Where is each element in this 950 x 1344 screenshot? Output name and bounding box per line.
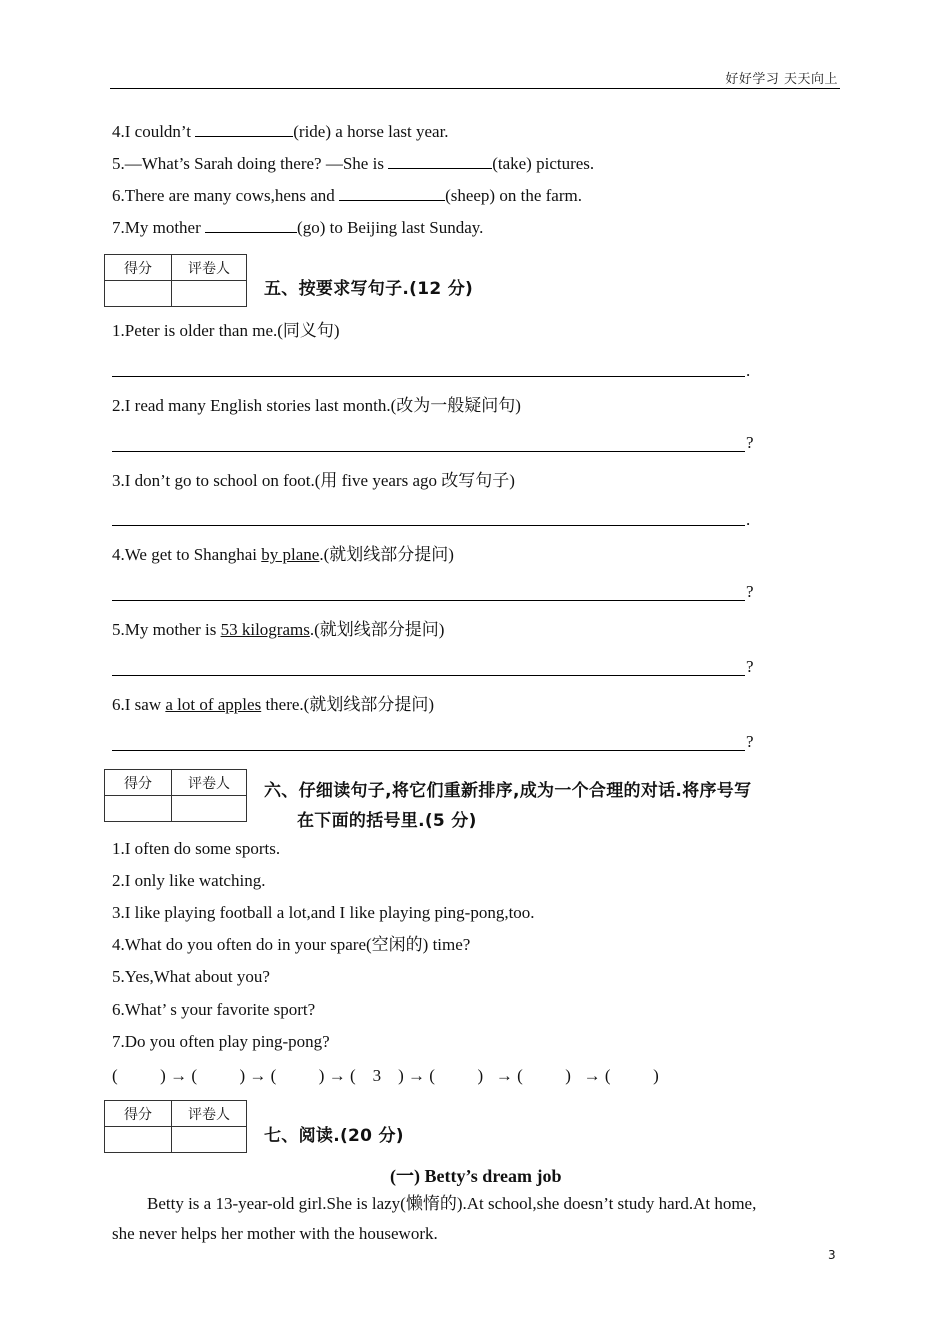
- score-cell[interactable]: [105, 796, 172, 822]
- answer-line[interactable]: [112, 675, 745, 676]
- rewrite-item-4: 4.We get to Shanghai by plane.(就划线部分提问): [112, 545, 454, 564]
- answer-blank[interactable]: [205, 218, 297, 233]
- header-motto: 好好学习 天天向上: [725, 72, 838, 87]
- section-6-title-line2: 在下面的括号里.(5 分): [297, 811, 477, 831]
- end-mark: ?: [746, 732, 754, 751]
- rewrite-item-5: 5.My mother is 53 kilograms.(就划线部分提问): [112, 620, 445, 639]
- passage-line: Betty is a 13-year-old girl.She is lazy(懒惰的).At school,she doesn’t study hard.At home,: [147, 1194, 757, 1213]
- fill-blank-item-4: 4.I couldn’t (ride) a horse last year.: [112, 122, 449, 141]
- dialogue-sentence: 6.What’ s your favorite sport?: [112, 1000, 316, 1019]
- section-6-title-line1: 六、仔细读句子,将它们重新排序,成为一个合理的对话.将序号写: [264, 781, 752, 801]
- grader-cell[interactable]: [172, 1127, 247, 1153]
- dialogue-sentence: 2.I only like watching.: [112, 871, 266, 890]
- score-cell[interactable]: [105, 281, 172, 307]
- dialogue-sentence: 5.Yes,What about you?: [112, 967, 270, 986]
- grader-cell[interactable]: [172, 281, 247, 307]
- score-box: 得分 评卷人: [104, 1100, 247, 1153]
- dialogue-sentence: 4.What do you often do in your spare(空闲的) time?: [112, 935, 471, 954]
- dialogue-sentence: 1.I often do some sports.: [112, 839, 281, 858]
- end-mark: ?: [746, 657, 754, 676]
- passage-title: (一) Betty’s dream job: [390, 1166, 562, 1186]
- end-mark: ?: [746, 433, 754, 452]
- rewrite-item-2: 2.I read many English stories last month.(改为一般疑问句): [112, 396, 521, 415]
- page-number: 3: [828, 1248, 836, 1262]
- section-7-title: 七、阅读.(20 分): [264, 1126, 404, 1146]
- answer-blank[interactable]: [339, 186, 445, 201]
- score-cell[interactable]: [105, 1127, 172, 1153]
- dialogue-sentence: 3.I like playing football a lot,and I like playing ping-pong,too.: [112, 903, 535, 922]
- end-mark: .: [746, 361, 751, 380]
- answer-line[interactable]: [112, 600, 745, 601]
- end-mark: .: [746, 510, 751, 529]
- answer-line[interactable]: [112, 525, 745, 526]
- fill-blank-item-5: 5.—What’s Sarah doing there? —She is (take) pictures.: [112, 154, 595, 173]
- fill-blank-item-6: 6.There are many cows,hens and (sheep) on the farm.: [112, 186, 582, 205]
- rewrite-item-6: 6.I saw a lot of apples there.(就划线部分提问): [112, 695, 435, 714]
- answer-blank[interactable]: [388, 154, 492, 169]
- header-rule: [110, 88, 840, 89]
- rewrite-item-1: 1.Peter is older than me.(同义句): [112, 321, 340, 340]
- score-box: 得分 评卷人: [104, 254, 247, 307]
- passage-paragraph: [112, 1189, 842, 1249]
- grader-cell[interactable]: [172, 796, 247, 822]
- answer-line[interactable]: [112, 750, 745, 751]
- section-5-title: 五、按要求写句子.(12 分): [264, 279, 474, 299]
- fill-blank-item-7: 7.My mother (go) to Beijing last Sunday.: [112, 218, 484, 237]
- passage-line: she never helps her mother with the housework.: [112, 1224, 438, 1243]
- answer-line[interactable]: [112, 451, 745, 452]
- rewrite-item-3: 3.I don’t go to school on foot.(用 five years ago 改写句子): [112, 471, 515, 490]
- order-sequence[interactable]: ( ) → ( ) → ( ) → ( 3 ) → ( ) → ( ) → ( ): [112, 1066, 659, 1085]
- answer-blank[interactable]: [195, 122, 293, 137]
- end-mark: ?: [746, 582, 754, 601]
- score-box: 得分 评卷人: [104, 769, 247, 822]
- dialogue-sentence: 7.Do you often play ping-pong?: [112, 1032, 330, 1051]
- answer-line[interactable]: [112, 376, 745, 377]
